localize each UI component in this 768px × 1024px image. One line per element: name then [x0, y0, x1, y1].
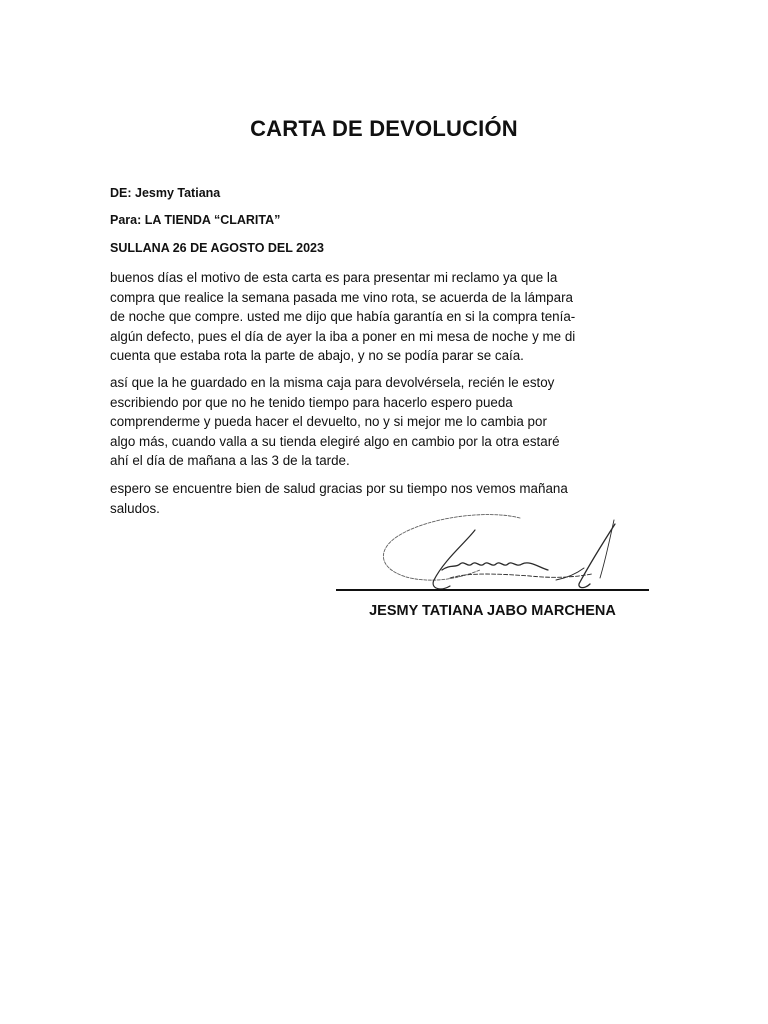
signature-name: JESMY TATIANA JABO MARCHENA [369, 603, 616, 619]
paragraph-line: espero se encuentre bien de salud gracias por su tiempo nos vemos mañana [110, 481, 568, 496]
signature-line [336, 589, 649, 591]
paragraph-line: algún defecto, pues el día de ayer la iba a poner en mi mesa de noche y me di [110, 328, 576, 344]
paragraph-line: de noche que compre. usted me dijo que había garantía en si la compra tenía- [110, 309, 576, 325]
letter-title: CARTA DE DEVOLUCIÓN [250, 116, 518, 141]
sender-line: DE: Jesmy Tatiana [110, 186, 221, 200]
paragraph-line: saludos. [110, 500, 160, 516]
paragraph-line: buenos días el motivo de esta carta es para presentar mi reclamo ya que la [110, 270, 558, 285]
paragraph-line: cuenta que estaba rota la parte de abajo, y no se podía parar se caía. [110, 348, 524, 364]
paragraph-line: compra que realice la semana pasada me vino rota, se acuerda de la lámpara [110, 289, 573, 305]
paragraph-line: algo más, cuando valla a su tienda elegiré algo en cambio por la otra estaré [110, 433, 560, 449]
paragraph-line: comprenderme y pueda hacer el devuelto, no y si mejor me lo cambia por [110, 414, 547, 430]
paragraph-line: así que la he guardado en la misma caja para devolvérsela, recién le estoy [110, 375, 555, 390]
paragraph-line: ahí el día de mañana a las 3 de la tarde. [110, 453, 350, 469]
recipient-line: Para: LA TIENDA “CLARITA” [110, 213, 281, 227]
paragraph-line: escribiendo por que no he tenido tiempo para hacerlo espero pueda [110, 394, 513, 410]
date-line: SULLANA 26 DE AGOSTO DEL 2023 [110, 241, 324, 255]
handwritten-signature [370, 508, 620, 600]
body-paragraph-2 [110, 373, 610, 471]
body-paragraph-1 [110, 268, 610, 366]
